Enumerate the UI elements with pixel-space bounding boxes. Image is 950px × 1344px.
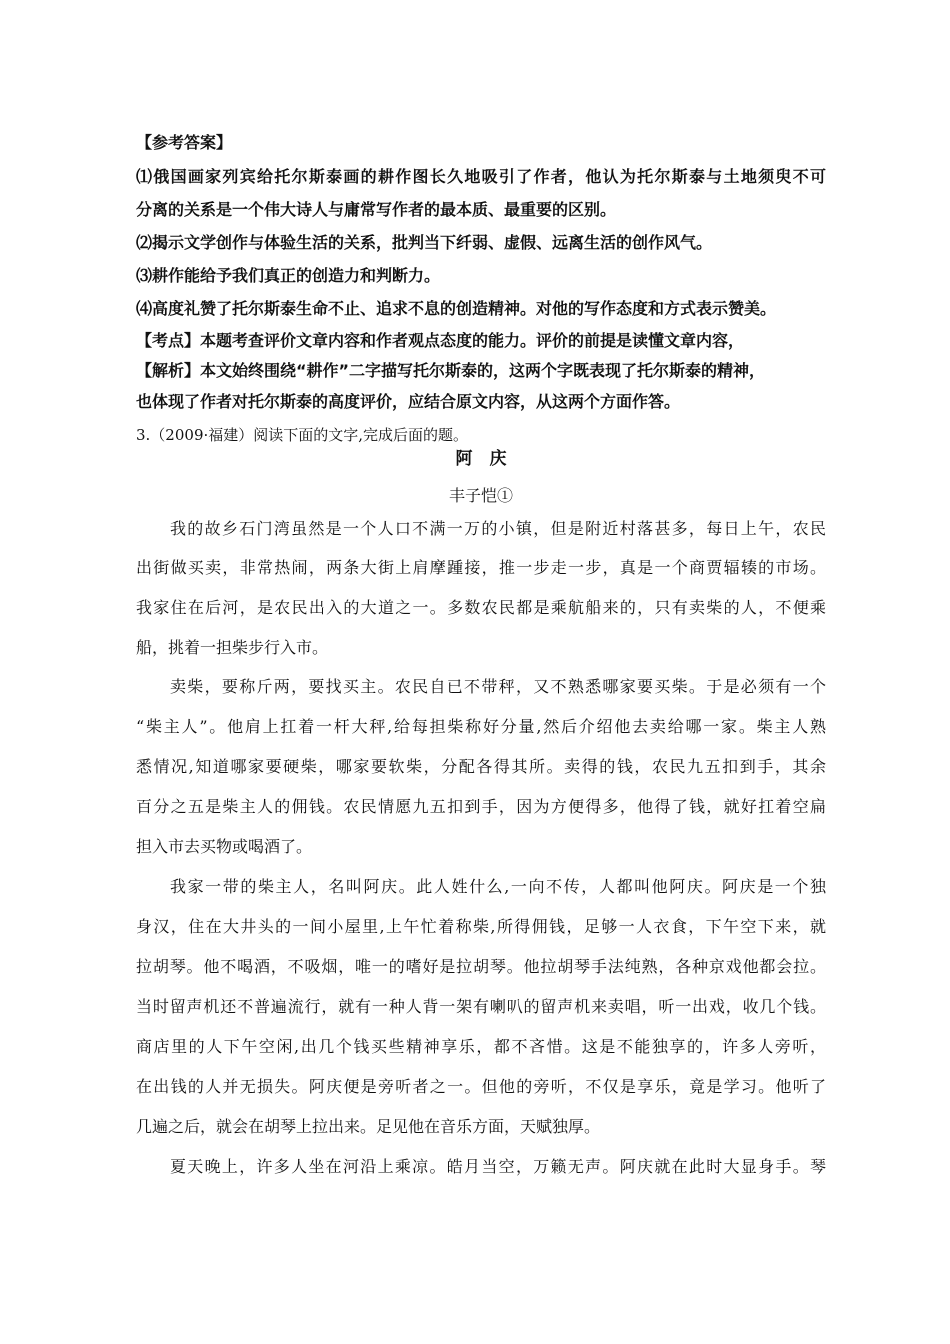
- para-1-line-2: 出街做买卖，非常热闹，两条大街上肩摩踵接，推一步走一步，真是一个商贾辐辏的市场。: [136, 558, 826, 577]
- para-2-line-3: 悉情况,知道哪家要硬柴，哪家要软柴，分配各得其所。卖得的钱，农民九五扣到手，其余: [136, 757, 826, 776]
- para-3-line-6: 在出钱的人并无损失。阿庆便是旁听者之一。但他的旁听，不仅是享乐，竟是学习。他听了: [136, 1077, 826, 1096]
- jiexi-line-2: 也体现了作者对托尔斯泰的高度评价，应结合原文内容，从这两个方面作答。: [136, 392, 681, 411]
- answer-line-4: ⑶耕作能给予我们真正的创造力和判断力。: [136, 266, 441, 285]
- answer-line-3: ⑵揭示文学创作与体验生活的关系，批判当下纤弱、虚假、远离生活的创作风气。: [136, 233, 713, 252]
- para-1-line-3: 我家住在后河，是农民出入的大道之一。多数农民都是乘航船来的，只有卖柴的人，不便乘: [136, 598, 826, 617]
- para-3-line-4: 当时留声机还不普遍流行，就有一种人背一架有喇叭的留声机来卖唱，听一出戏，收几个钱。: [136, 997, 826, 1016]
- answer-heading: 【参考答案】: [136, 133, 233, 152]
- article-author: 丰子恺①: [448, 486, 513, 505]
- para-3-line-7: 几遍之后，就会在胡琴上拉出来。足见他在音乐方面，天赋独厚。: [136, 1117, 601, 1136]
- para-3-line-3: 拉胡琴。他不喝酒，不吸烟，唯一的嗜好是拉胡琴。他拉胡琴手法纯熟，各种京戏他都会拉。: [136, 957, 826, 976]
- para-3-line-2: 身汉，住在大井头的一间小屋里,上午忙着称柴,所得佣钱，足够一人衣食，下午空下来，就: [136, 917, 826, 936]
- answer-line-1: ⑴俄国画家列宾给托尔斯泰画的耕作图长久地吸引了作者，他认为托尔斯泰与土地须臾不可: [136, 167, 826, 186]
- para-4-line-1: 夏天晚上，许多人坐在河沿上乘凉。皓月当空，万籁无声。阿庆就在此时大显身手。琴: [170, 1157, 826, 1176]
- para-3-line-5: 商店里的人下午空闲,出几个钱买些精神享乐，都不吝惜。这是不能独享的，许多人旁听，: [136, 1037, 826, 1056]
- para-1-line-4: 船，挑着一担柴步行入市。: [136, 638, 329, 657]
- para-1-line-1: 我的故乡石门湾虽然是一个人口不满一万的小镇，但是附近村落甚多，每日上午，农民: [170, 519, 826, 538]
- para-2-line-4: 百分之五是柴主人的佣钱。农民情愿九五扣到手，因为方便得多，他得了钱，就好扛着空扁: [136, 797, 826, 816]
- answer-line-2: 分离的关系是一个伟大诗人与庸常写作者的最本质、最重要的区别。: [136, 200, 617, 219]
- kaodian-line: 【考点】本题考查评价文章内容和作者观点态度的能力。评价的前提是读懂文章内容，: [136, 331, 745, 350]
- article-title: 阿 庆: [455, 449, 507, 469]
- question-line: 3.（2009·福建）阅读下面的文字,完成后面的题。: [136, 426, 469, 444]
- para-2-line-5: 担入市去买物或喝酒了。: [136, 837, 313, 856]
- jiexi-line-1: 【解析】本文始终围绕“耕作”二字描写托尔斯泰的，这两个字既表现了托尔斯泰的精神，: [136, 361, 766, 380]
- para-2-line-2: “柴主人”。他肩上扛着一杆大秤,给每担柴称好分量,然后介绍他去卖给哪一家。柴主人熟: [136, 717, 826, 736]
- para-2-line-1: 卖柴，要称斤两，要找买主。农民自已不带秤，又不熟悉哪家要买柴。于是必须有一个: [170, 677, 826, 696]
- para-3-line-1: 我家一带的柴主人，名叫阿庆。此人姓什么,一向不传，人都叫他阿庆。阿庆是一个独: [170, 877, 826, 896]
- answer-line-5: ⑷高度礼赞了托尔斯泰生命不止、追求不息的创造精神。对他的写作态度和方式表示赞美。: [136, 299, 777, 318]
